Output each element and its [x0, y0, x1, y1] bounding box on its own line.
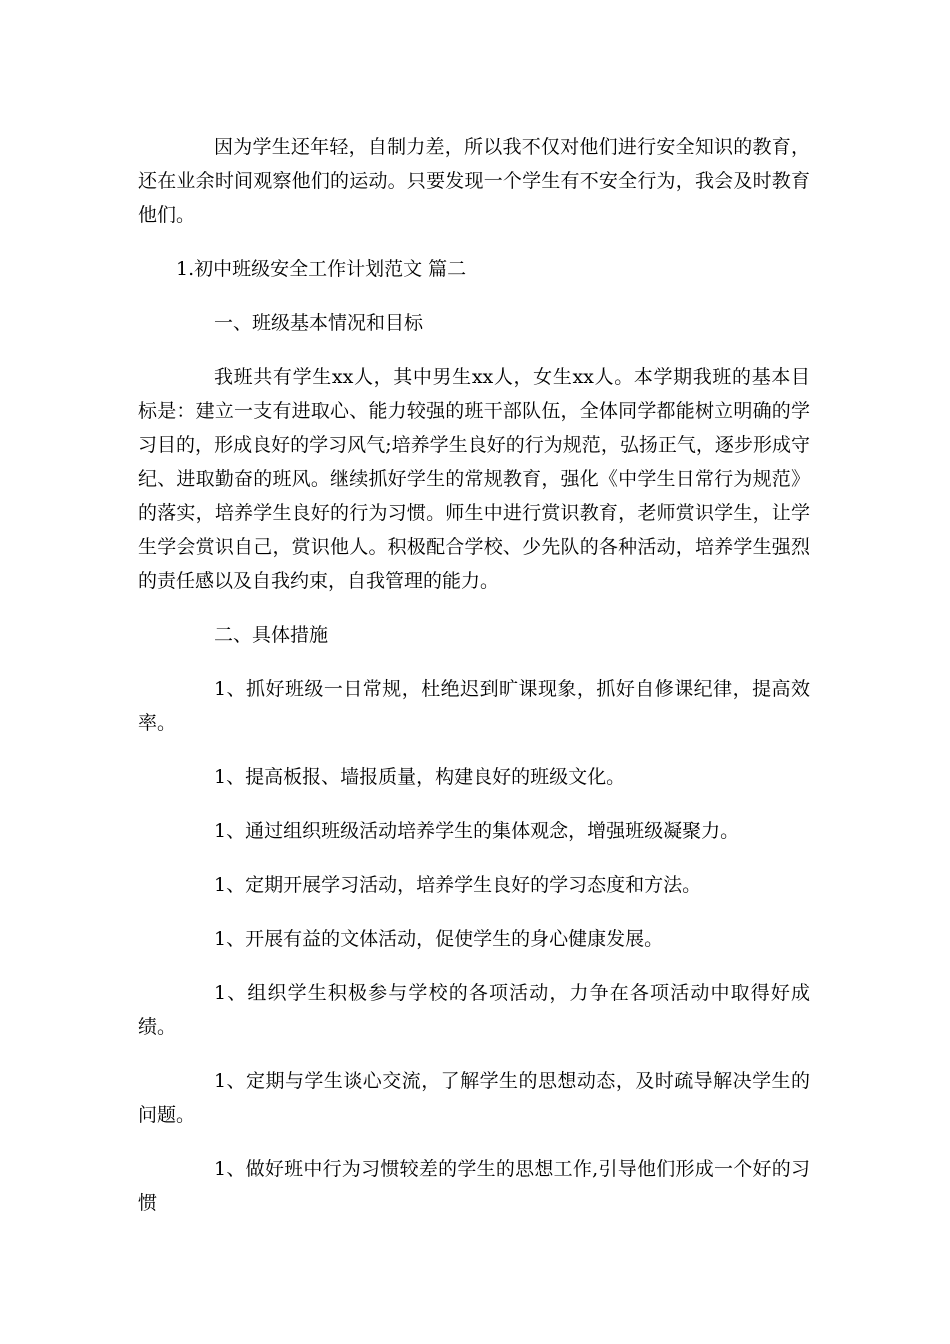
heading-measures: 二、具体措施: [214, 624, 329, 646]
measure-item: 1、开展有益的文体活动，促使学生的身心健康发展。: [214, 928, 664, 950]
measure-item: 1、做好班中行为习惯较差的学生的思想工作,引导他们形成一个好的习惯: [138, 1158, 810, 1214]
document-body: [138, 130, 810, 1220]
section-title: 1.初中班级安全工作计划范文 篇二: [176, 258, 467, 280]
measure-item: 1、通过组织班级活动培养学生的集体观念，增强班级凝聚力。: [214, 820, 740, 842]
measure-item: 1、定期与学生谈心交流，了解学生的思想动态，及时疏导解决学生的问题。: [138, 1070, 810, 1126]
heading-basic-situation: 一、班级基本情况和目标: [214, 312, 424, 334]
measure-item: 1、组织学生积极参与学校的各项活动，力争在各项活动中取得好成绩。: [138, 982, 810, 1038]
measure-item: 1、提高板报、墙报质量，构建良好的班级文化。: [214, 766, 626, 788]
paragraph-goals: 我班共有学生xx人，其中男生xx人，女生xx人。本学期我班的基本目标是：建立一支有进取心、能力较强的班干部队伍，全体同学都能树立明确的学习目的，形成良好的学习风气;培养学生良好的行为规范，弘扬正气，逐步形成守纪、进取勤奋的班风。继续抓好学生的常规教育，强化《中学生日常行为规范》的落实，培养学生良好的行为习惯。师生中进行赏识教育，老师赏识学生，让学生学会赏识自己，赏识他人。积极配合学校、少先队的各种活动，培养学生强烈的责任感以及自我约束，自我管理的能力。: [138, 366, 810, 592]
measure-item: 1、抓好班级一日常规，杜绝迟到旷课现象，抓好自修课纪律，提高效率。: [138, 678, 810, 734]
measure-item: 1、定期开展学习活动，培养学生良好的学习态度和方法。: [214, 874, 702, 896]
paragraph-intro: 因为学生还年轻，自制力差，所以我不仅对他们进行安全知识的教育，还在业余时间观察他们的运动。只要发现一个学生有不安全行为，我会及时教育他们。: [138, 136, 810, 226]
